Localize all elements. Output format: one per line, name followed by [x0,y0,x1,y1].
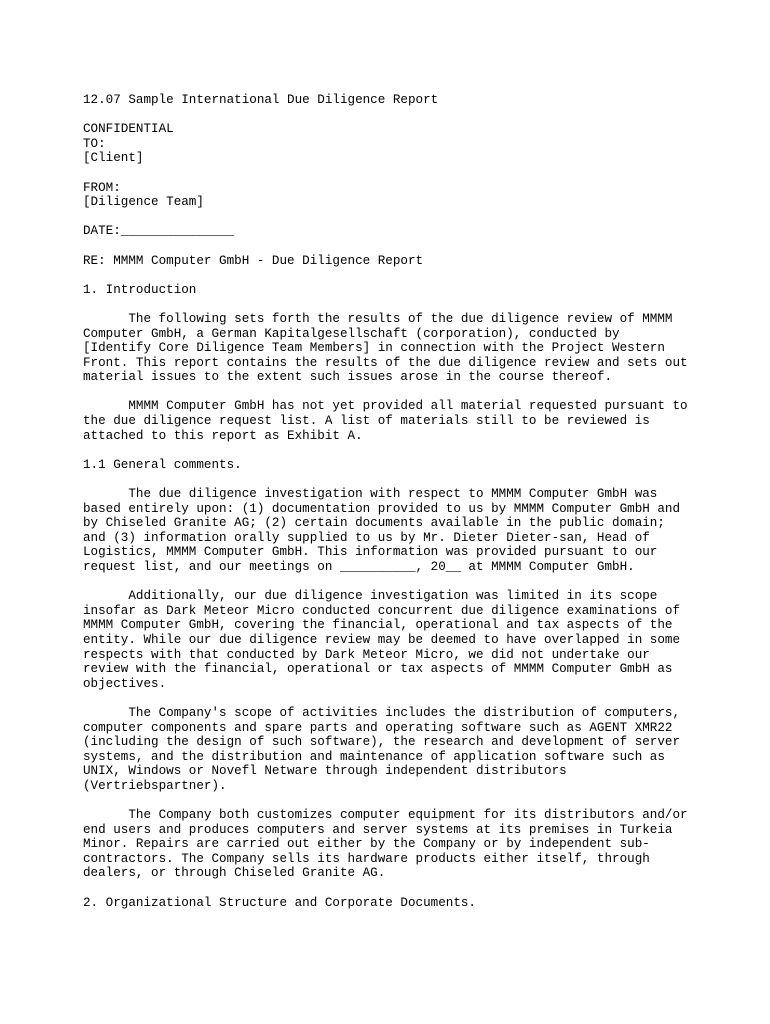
subject-block [83,254,695,269]
paragraph [83,706,695,794]
paragraph-line: (including the design of such software), the research and development of server [83,735,681,750]
paragraph-line: entity. While our due diligence review may be deemed to have overlapped in some [83,632,681,647]
sender-block [83,181,695,210]
section-2-heading-block [83,896,695,911]
paragraph [83,589,695,691]
paragraph-line: attached to this report as Exhibit A. [83,428,363,443]
paragraph-line: systems, and the distribution and maintenance of application software such as [83,749,665,764]
paragraph-line: The due diligence investigation with respect to MMMM Computer GmbH was [83,487,658,502]
paragraph-line: The Company's scope of activities includes the distribution of computers, [83,705,681,720]
paragraph-line: insofar as Dark Meteor Micro conducted concurrent due diligence examinations of [83,603,681,618]
from-label: FROM: [83,180,121,195]
paragraph [83,808,695,881]
paragraph-line: Additionally, our due diligence investigation was limited in its scope [83,589,658,604]
title-block [83,93,695,108]
paragraph [83,487,695,575]
document-body [83,93,695,910]
paragraph-line: The following sets forth the results of the due diligence review of MMMM [83,311,673,326]
section-1-heading-block [83,283,695,298]
paragraph-line: end users and produces computers and server systems at its premises in Turkeia [83,822,673,837]
from-value: [Diligence Team] [83,195,204,210]
date-line: DATE:_______________ [83,224,235,239]
section-heading: 1.1 General comments. [83,457,242,472]
paragraph-line: contractors. The Company sells its hardware products either itself, through [83,851,650,866]
paragraph-line: request list, and our meetings on __________, 20__ at MMMM Computer GmbH. [83,560,635,574]
paragraph-line: and (3) information orally supplied to us by Mr. Dieter Dieter-san, Head of [83,530,650,545]
paragraph-line: based entirely upon: (1) documentation provided to us by MMMM Computer GmbH and [83,501,681,516]
paragraph-line: The Company both customizes computer equipment for its distributors and/or [83,808,688,823]
document-title: 12.07 Sample International Due Diligence Report [83,93,439,107]
date-block [83,224,695,239]
recipient-block [83,122,695,166]
paragraph-line: UNIX, Windows or Novefl Netware through independent distributors [83,764,567,779]
paragraph [83,399,695,443]
paragraph-line: respects with that conducted by Dark Meteor Micro, we did not undertake our [83,647,650,662]
re-line: RE: MMMM Computer GmbH - Due Diligence Report [83,253,424,268]
paragraph-line: material issues to the extent such issues arose in the course thereof. [83,370,613,385]
paragraph-line: [Identify Core Diligence Team Members] in connection with the Project Western [83,341,665,356]
confidential-label: CONFIDENTIAL [83,122,174,137]
paragraph-line: Front. This report contains the results of the due diligence review and sets out [83,355,688,370]
paragraph-line: computer components and spare parts and operating software such as AGENT XMR22 [83,720,673,735]
paragraph-line: MMMM Computer GmbH, covering the financial, operational and tax aspects of the [83,618,673,633]
paragraph-line: review with the financial, operational or tax aspects of MMMM Computer GmbH as [83,662,673,677]
paragraph-line: (Vertriebspartner). [83,778,227,793]
to-value: [Client] [83,151,144,166]
to-label: TO: [83,136,106,151]
paragraph-line: MMMM Computer GmbH has not yet provided all material requested pursuant to [83,399,688,414]
section-heading: 1. Introduction [83,282,197,297]
paragraph [83,312,695,385]
paragraph-line: dealers, or through Chiseled Granite AG. [83,866,386,881]
paragraph-line: Logistics, MMMM Computer GmbH. This information was provided pursuant to our [83,545,658,560]
paragraph-line: the due diligence request list. A list of materials still to be reviewed is [83,414,650,429]
paragraph-line: by Chiseled Granite AG; (2) certain documents available in the public domain; [83,516,665,531]
paragraph-line: objectives. [83,676,167,691]
paragraph-line: Computer GmbH, a German Kapitalgesellschaft (corporation), conducted by [83,326,620,341]
section-heading: 2. Organizational Structure and Corporate Documents. [83,895,476,910]
section-1-1-heading-block [83,458,695,473]
paragraph-line: Minor. Repairs are carried out either by the Company or by independent sub- [83,837,650,852]
